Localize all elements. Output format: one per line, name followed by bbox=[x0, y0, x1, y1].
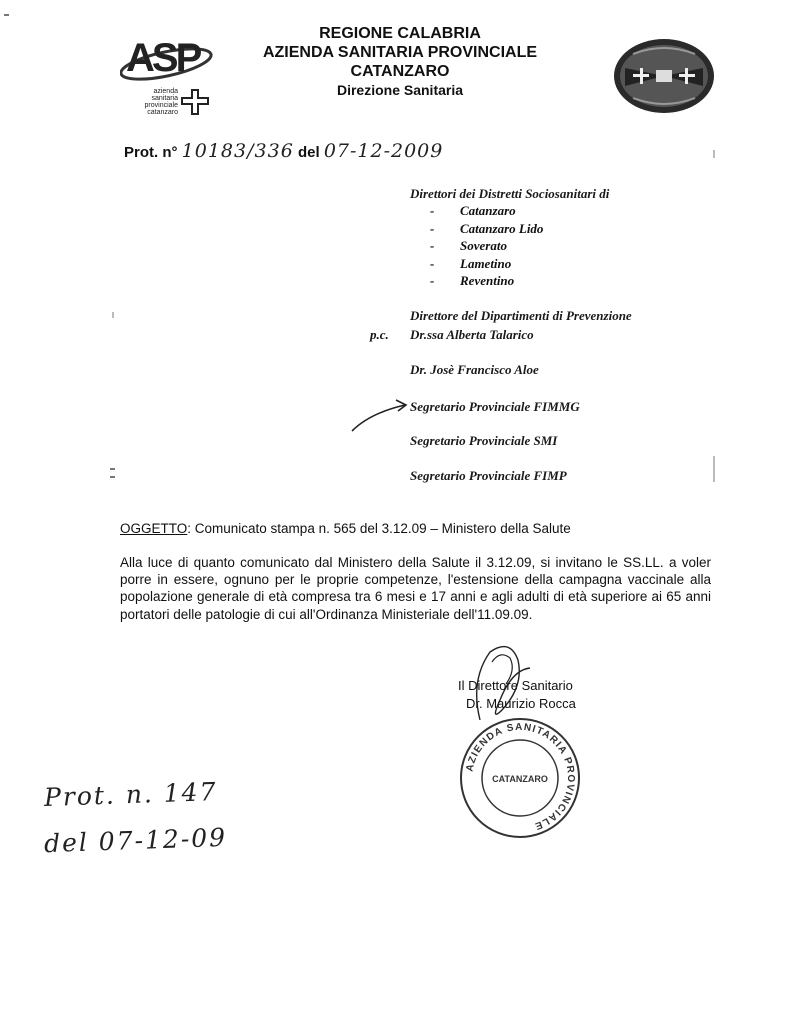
official-stamp bbox=[458, 716, 582, 840]
addressee-fimmg: Segretario Provinciale FIMMG bbox=[410, 399, 580, 414]
list-item: - Catanzaro Lido bbox=[430, 220, 544, 236]
districts-heading: Direttori dei Distretti Sociosanitari di bbox=[410, 186, 610, 201]
department-name: Direzione Sanitaria bbox=[336, 82, 464, 98]
addressee-smi: Segretario Provinciale SMI bbox=[410, 433, 558, 448]
protocol-line bbox=[124, 140, 443, 162]
scan-mark bbox=[110, 476, 115, 478]
addressee-fimp: Segretario Provinciale FIMP bbox=[410, 468, 567, 483]
stamp-outer-text: AZIENDA SANITARIA PROVINCIALE bbox=[464, 721, 577, 832]
agency-name: AZIENDA SANITARIA PROVINCIALE bbox=[262, 44, 538, 61]
scan-mark bbox=[4, 14, 9, 16]
region-emblem-icon bbox=[613, 38, 715, 114]
scan-mark bbox=[713, 150, 715, 158]
subject-text: : Comunicato stampa n. 565 del 3.12.09 – Ministero della Salute bbox=[187, 521, 571, 536]
asp-logo bbox=[120, 36, 220, 126]
handwritten-date-note: del 07-12-09 bbox=[43, 822, 228, 859]
scan-mark bbox=[112, 312, 114, 318]
protocol-label: Prot. n° bbox=[124, 144, 178, 161]
district-list bbox=[430, 202, 543, 290]
body-paragraph: Alla luce di quanto comunicato dal Ministero della Salute il 3.12.09, si invitano le SS.LL. a voler porre in essere, ognuno per le proprie competenze, l'estensione della campagna vaccinale alla popolazione generale di età compresa tra 6 mesi e 17 anni e agli adulti di età superiore ai 65 anni portatori delle patologie di cui all'Ordinanza Ministeriale dell'11.09.09. bbox=[120, 555, 711, 622]
protocol-number: 10183/336 bbox=[181, 140, 294, 162]
signatory-name: Dr. Maurizio Rocca bbox=[466, 696, 576, 711]
region-name: REGIONE CALABRIA bbox=[319, 25, 481, 42]
scan-mark bbox=[110, 468, 115, 470]
list-item: - Lametino bbox=[430, 255, 512, 271]
list-item: - Reventino bbox=[430, 273, 515, 288]
stamp-inner-text: CATANZARO bbox=[492, 774, 548, 784]
letterhead bbox=[250, 24, 550, 99]
addressee-aloe: Dr. Josè Francisco Aloe bbox=[410, 362, 539, 377]
addressee-talarico: Dr.ssa Alberta Talarico bbox=[410, 327, 534, 342]
handwritten-arrow-icon bbox=[350, 395, 410, 435]
subject-line bbox=[120, 521, 571, 536]
asp-logo-text: ASP bbox=[126, 36, 200, 80]
signatory-title: Il Direttore Sanitario bbox=[458, 678, 573, 693]
scan-mark bbox=[713, 456, 715, 482]
pc-label: p.c. bbox=[370, 327, 389, 342]
protocol-del-label: del bbox=[297, 144, 320, 161]
agency-city: CATANZARO bbox=[350, 63, 450, 80]
list-item: - Catanzaro bbox=[430, 203, 516, 218]
subject-label: OGGETTO bbox=[120, 521, 188, 536]
asp-logo-subtitle: azienda sanitaria provinciale catanzaro bbox=[144, 88, 178, 116]
protocol-date: 07-12-2009 bbox=[323, 140, 444, 162]
handwritten-protocol-note: Prot. n. 147 bbox=[43, 776, 218, 813]
list-item: - Soverato bbox=[430, 238, 507, 253]
department-heading: Direttore del Dipartimenti di Prevenzione bbox=[410, 308, 632, 323]
